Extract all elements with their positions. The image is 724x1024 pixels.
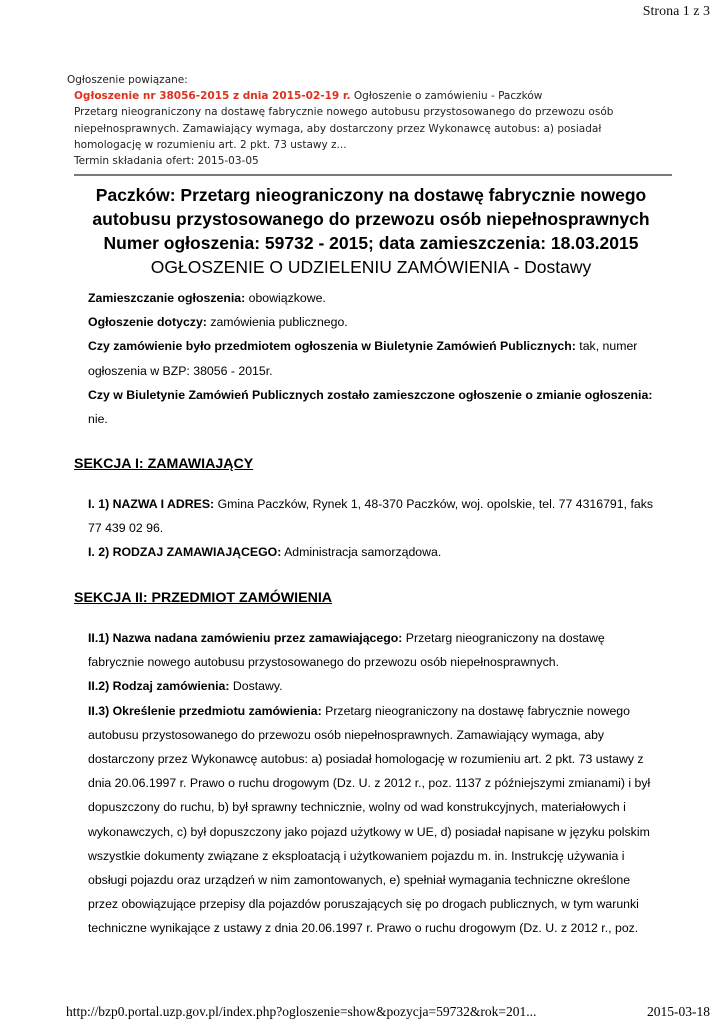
s1-type-value: Administracja samorządowa. bbox=[281, 545, 442, 560]
s2-name bbox=[88, 626, 674, 650]
s2-type-label: II.2) Rodzaj zamówienia: bbox=[88, 679, 230, 694]
related-line-3: niepełnosprawnych. Zamawiający wymaga, aby dostarczony przez Wykonawcę autobus: a) posiadał bbox=[74, 122, 602, 135]
s2-scope-line: obsługi pojazdu oraz urządzeń w nim zamontowanych, e) spełniał wymagania techniczne określone bbox=[88, 873, 631, 888]
s2-scope-line: dopuszczony do ruchu, b) był sprawny technicznie, wolny od wad konstrukcyjnych, materiałowych i bbox=[88, 800, 626, 815]
s1-name-address-value: Gmina Paczków, Rynek 1, 48-370 Paczków, woj. opolskie, tel. 77 4316791, faks bbox=[214, 497, 653, 511]
related-deadline: Termin składania ofert: 2015-03-05 bbox=[74, 155, 259, 168]
meta-concerns bbox=[88, 310, 674, 334]
title-line-2: autobusu przystosowanego do przewozu osób niepełnosprawnych bbox=[92, 209, 650, 229]
meta-bzp-value: tak, numer bbox=[575, 339, 638, 354]
s2-scope bbox=[88, 699, 674, 723]
s1-name-address bbox=[88, 492, 674, 516]
footer-url[interactable]: http://bzp0.portal.uzp.gov.pl/index.php?ogloszenie=show&pozycja=59732&rok=201... bbox=[66, 1004, 537, 1019]
s1-type bbox=[88, 540, 674, 564]
meta-placement-label: Zamieszczanie ogłoszenia: bbox=[88, 291, 246, 305]
meta-bzp-label: Czy zamówienie było przedmiotem ogłoszenia w Biuletynie Zamówień Publicznych: bbox=[88, 339, 576, 354]
s2-type bbox=[88, 674, 674, 698]
meta-change-value: nie. bbox=[88, 412, 108, 427]
s1-fax: 77 439 02 96. bbox=[88, 521, 164, 536]
related-notice bbox=[67, 72, 674, 169]
s2-scope-label: II.3) Określenie przedmiotu zamówienia: bbox=[88, 703, 322, 718]
related-line-2: Przetarg nieograniczony na dostawę fabrycznie nowego autobusu przystosowanego do przewozu osób bbox=[74, 106, 614, 119]
s2-name-value: Przetarg nieograniczony na dostawę bbox=[402, 631, 605, 645]
meta-placement-value: obowiązkowe. bbox=[245, 291, 326, 305]
section-2-body bbox=[88, 626, 674, 941]
title-line-4: OGŁOSZENIE O UDZIELENIU ZAMÓWIENIA - Dostawy bbox=[150, 257, 592, 277]
section-2-heading: SEKCJA II: PRZEDMIOT ZAMÓWIENIA bbox=[74, 590, 333, 606]
related-line-4: homologację w rozumieniu art. 2 pkt. 73 ustawy z... bbox=[74, 138, 347, 151]
related-desc: Ogłoszenie o zamówieniu - Paczków bbox=[350, 90, 543, 103]
s2-scope-line: dnia 20.06.1997 r. Prawo o ruchu drogowym (Dz. U. z 2012 r., poz. 1137 z późniejszymi zmianami) i był bbox=[88, 776, 651, 791]
meta-placement bbox=[88, 286, 674, 310]
notice-meta bbox=[88, 286, 674, 431]
related-notice-link[interactable]: Ogłoszenie nr 38056-2015 z dnia 2015-02-19 r. bbox=[74, 90, 351, 103]
meta-change-label-text: Czy w Biuletynie Zamówień Publicznych zostało zamieszczone ogłoszenie o zmianie ogłoszenia: bbox=[88, 387, 653, 402]
s2-scope-line: dostarczony przez Wykonawcę autobus: a) posiadał homologację w rozumieniu art. 2 pkt. 73 ustawy z bbox=[88, 752, 644, 767]
s2-scope-line: techniczne wynikające z ustawy z dnia 20.06.1997 r. Prawo o ruchu drogowym (Dz. U. z 2012 r., poz. bbox=[88, 921, 639, 936]
meta-bzp bbox=[88, 334, 674, 358]
s2-scope-line: wykonawczych, c) był dopuszczony jako pojazd użytkowy w UE, d) posiadał napisane w języku polskim bbox=[88, 824, 650, 839]
s2-scope-line: Przetarg nieograniczony na dostawę fabrycznie nowego bbox=[321, 703, 630, 718]
meta-change-label bbox=[88, 383, 674, 407]
section-1-body bbox=[88, 492, 674, 565]
footer-date: 2015-03-18 bbox=[647, 1004, 710, 1019]
page-title bbox=[74, 183, 668, 279]
meta-bzp-number: ogłoszenia w BZP: 38056 - 2015r. bbox=[88, 363, 273, 378]
page-number: Strona 1 z 3 bbox=[642, 4, 710, 19]
divider bbox=[74, 174, 672, 176]
section-1-heading: SEKCJA I: ZAMAWIAJĄCY bbox=[74, 456, 254, 472]
s2-scope-line: wszystkie dokumenty związane z eksploatacją i użytkowaniem pojazdu m. in. Instrukcję używania i bbox=[88, 848, 625, 863]
s2-name-cont: fabrycznie nowego autobusu przystosowanego do przewozu osób niepełnosprawnych. bbox=[88, 655, 559, 670]
s2-type-value: Dostawy. bbox=[229, 679, 283, 694]
related-label: Ogłoszenie powiązane: bbox=[67, 74, 188, 86]
title-line-1: Paczków: Przetarg nieograniczony na dostawę fabrycznie nowego bbox=[95, 185, 647, 205]
s2-scope-line: przez obowiązujące przepisy dla pojazdów poruszających się po drogach publicznych, w tym warunki bbox=[88, 897, 639, 912]
title-line-3: Numer ogłoszenia: 59732 - 2015; data zamieszczenia: 18.03.2015 bbox=[103, 233, 639, 253]
s2-name-label: II.1) Nazwa nadana zamówieniu przez zamawiającego: bbox=[88, 631, 403, 645]
meta-concerns-value: zamówienia publicznego. bbox=[206, 315, 348, 330]
related-line-1 bbox=[74, 88, 674, 104]
meta-concerns-label: Ogłoszenie dotyczy: bbox=[88, 315, 207, 330]
s1-name-address-label: I. 1) NAZWA I ADRES: bbox=[88, 497, 215, 511]
s2-scope-line: autobusu przystosowanego do przewozu osób niepełnosprawnych. Zamawiający wymaga, aby bbox=[88, 727, 605, 742]
s1-type-label: I. 2) RODZAJ ZAMAWIAJĄCEGO: bbox=[88, 545, 282, 560]
